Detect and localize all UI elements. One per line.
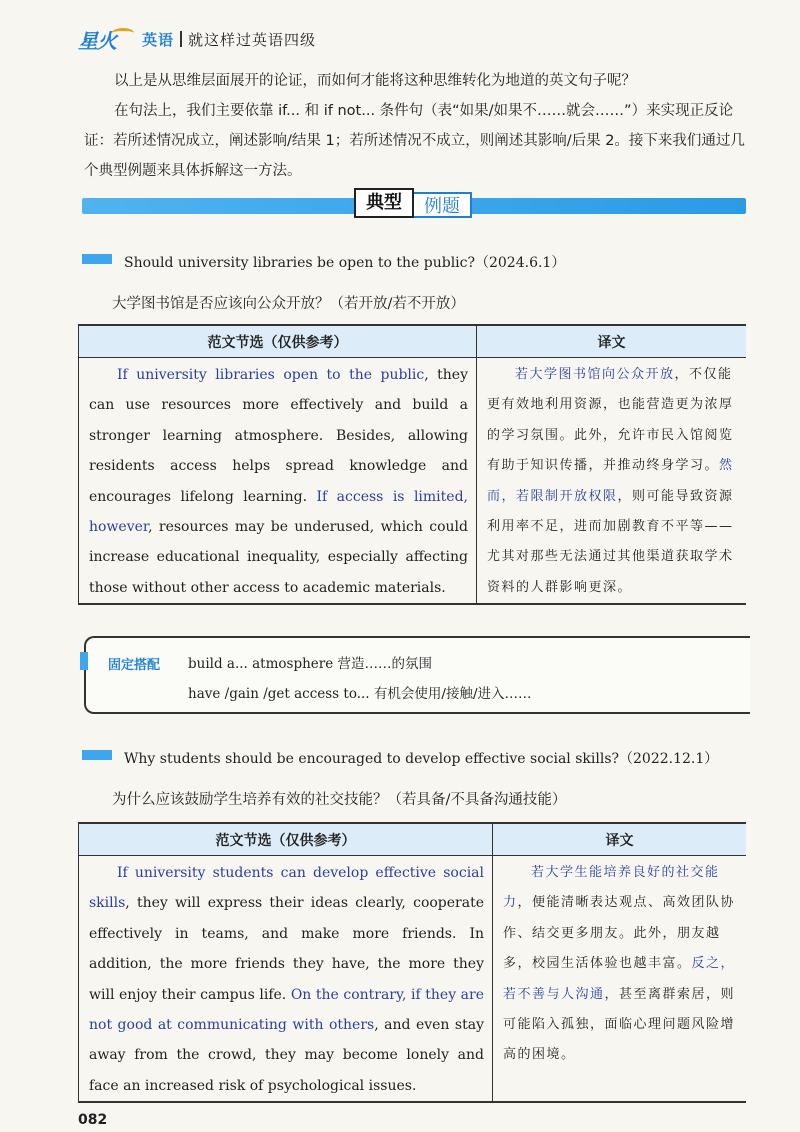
- header-divider: [180, 31, 182, 47]
- essay-text: , they will express their ideas clearly, cooperate effectively in teams, and make more friends. In addition, the more friends they have, the more they will enjoy their campus life.: [89, 895, 484, 1003]
- column-header-essay: 范文节选（仅供参考）: [79, 326, 477, 357]
- condition-negative: If access is limited, however: [89, 488, 468, 536]
- translation-text: ，则可能导致资源利用率不足，进而加剧教育不平等——尤其对那些无法通过其他渠道获取学术资料的人群影响更深。: [487, 488, 734, 595]
- example2-question-cn: 为什么应该鼓励学生培养有效的社交技能？（若具备/不具备沟通技能）: [112, 792, 567, 808]
- header: [78, 24, 316, 54]
- translation: [493, 856, 746, 1101]
- collocation-box: [84, 636, 750, 714]
- page-number: 082: [78, 1112, 108, 1128]
- example2-question: Why students should be encouraged to develop effective social skills?（2022.12.1）: [124, 751, 719, 767]
- essay-excerpt: [79, 358, 477, 603]
- translation-condition-negative: 然而，若限制开放权限: [487, 458, 734, 504]
- intro-paragraph-1: 以上是从思维层面展开的论证，而如何才能将这种思维转化为地道的英文句子呢？: [114, 73, 636, 89]
- series-name: 英语: [142, 30, 175, 49]
- table-header: [79, 326, 746, 358]
- logo-text: 星火: [78, 28, 116, 53]
- question-marker-icon: [82, 750, 112, 760]
- example1-question-cn: 大学图书馆是否应该向公众开放？（若开放/若不开放）: [112, 296, 465, 312]
- logo: [78, 25, 134, 54]
- example2-table: [78, 822, 746, 1103]
- translation-text: ，甚至离群索居，则可能陷入孤独，面临心理问题风险增高的困境。: [503, 986, 736, 1063]
- example1-question: Should university libraries be open to the public?（2024.6.1）: [124, 255, 566, 271]
- condition-negative: On the contrary, if they are not good at communicating with others: [89, 986, 485, 1034]
- collocation-tag: 固定搭配: [108, 658, 161, 673]
- translation-condition-positive: 若大学图书馆向公众开放: [515, 367, 675, 382]
- essay-text: , they can use resources more effectively and build a stronger learning atmosphere. Besides, allowing residents access helps spread knowledge and encourages lifelong learning.: [89, 367, 468, 505]
- section-title-main: 典型: [354, 188, 414, 218]
- section-banner: [82, 192, 746, 218]
- translation: [477, 358, 746, 603]
- condition-positive: If university libraries open to the public: [117, 367, 425, 383]
- intro-paragraph-2: 在句法上，我们主要依靠 if... 和 if not... 条件句（表“如果/如果不……就会……”）来实现正反论证：若所述情况成立，阐述影响/结果 1；若所述情况不成立，则阐述其影响/后果 2。接下来我们通过几个典型例题来具体拆解这一方法。: [84, 103, 745, 179]
- collocation-1: build a... atmosphere 营造……的氛围: [188, 656, 433, 672]
- collocation-2: have /gain /get access to... 有机会使用/接触/进入……: [188, 686, 532, 702]
- translation-condition-negative: 反之，若不善与人沟通: [503, 956, 736, 1002]
- collocation-marker-icon: [80, 652, 88, 670]
- section-title-sub: 例题: [414, 192, 472, 218]
- essay-text: , and even stay away from the crowd, they may become lonely and face an increased risk of psychological issues.: [89, 1017, 484, 1094]
- column-header-translation: 译文: [605, 832, 634, 849]
- translation-text: ，不仅能更有效地利用资源，也能营造更为浓厚的学习氛围。此外，允许市民入馆阅览有助于知识传播，并推动终身学习。: [487, 367, 734, 474]
- question-marker-icon: [82, 254, 112, 264]
- translation-text: ，便能清晰表达观点、高效团队协作、结交更多朋友。此外，朋友越多，校园生活体验也越丰富。: [503, 895, 736, 972]
- example1-table: [78, 324, 746, 605]
- logo-swoosh-icon: [112, 28, 134, 38]
- column-header-translation: 译文: [597, 334, 626, 351]
- translation-condition-positive: 若大学生能培养良好的社交能力: [503, 865, 720, 911]
- condition-positive: If university students can develop effective social skills: [89, 865, 484, 912]
- column-header-essay: 范文节选（仅供参考）: [79, 824, 493, 855]
- book-title: 就这样过英语四级: [188, 30, 317, 49]
- essay-text: , resources may be underused, which could increase educational inequality, especially affecting those without other access to academic materials.: [89, 519, 468, 596]
- table-header: [79, 824, 746, 856]
- essay-excerpt: [79, 856, 493, 1101]
